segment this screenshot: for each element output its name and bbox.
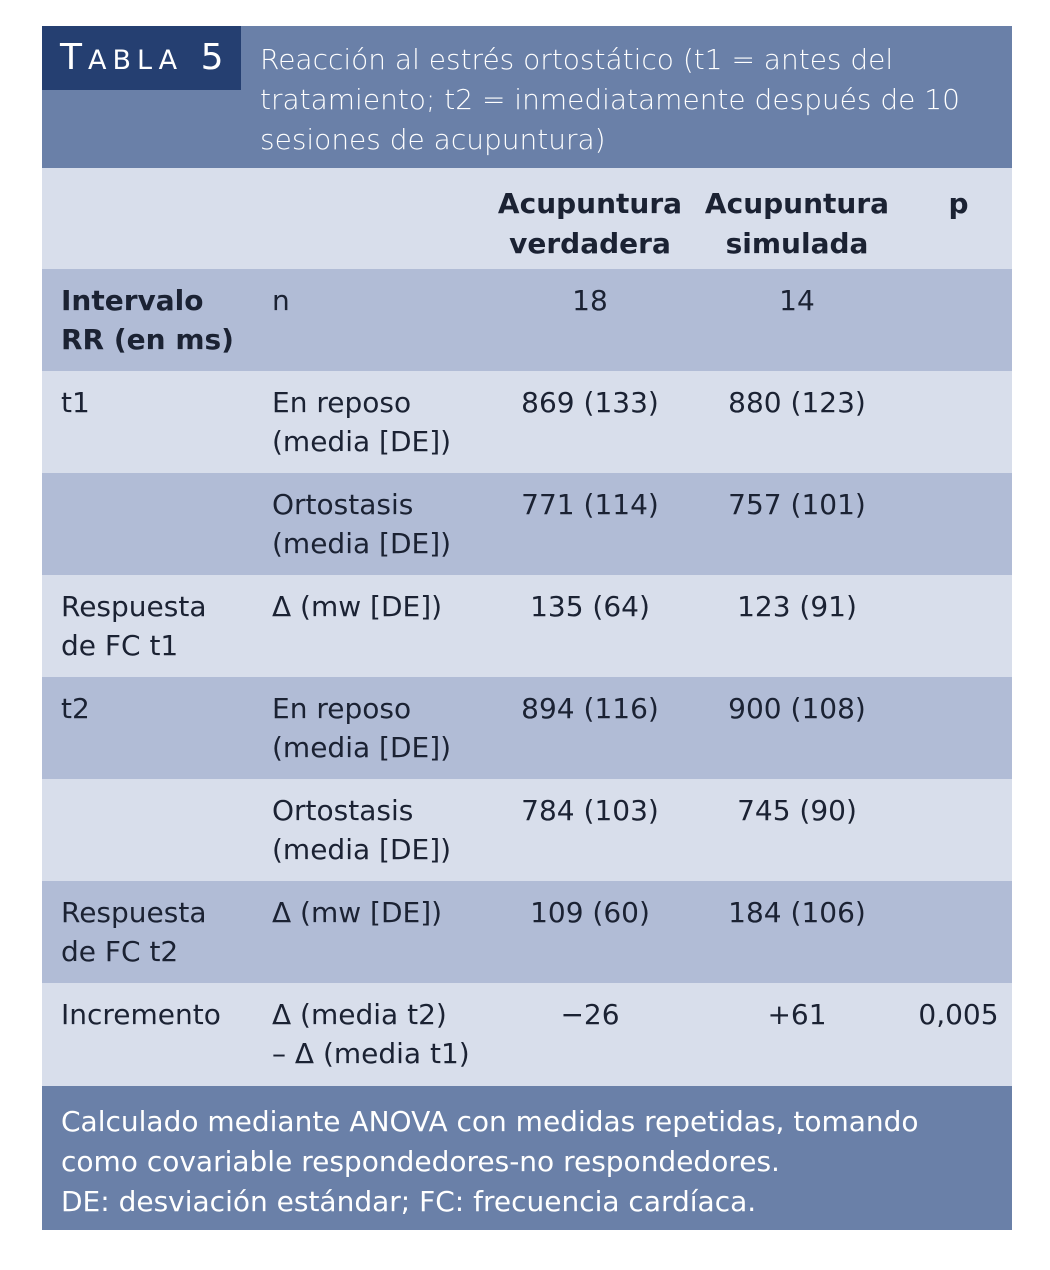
- value-p: [905, 269, 1012, 371]
- column-header-simulada: Acupuntura simulada: [704, 187, 890, 260]
- row-measure: En reposo (media [DE]): [272, 692, 452, 764]
- value-p: [905, 881, 1012, 983]
- value-verdadera: 135 (64): [530, 590, 650, 623]
- table-row: [42, 983, 1012, 1086]
- row-label: [42, 779, 259, 881]
- tag-number: 5: [200, 37, 230, 78]
- row-label: Intervalo RR (en ms): [61, 284, 234, 356]
- value-p: [905, 677, 1012, 779]
- row-measure: Ortostasis (media [DE]): [272, 488, 452, 560]
- value-simulada: +61: [767, 998, 827, 1031]
- value-simulada: 123 (91): [737, 590, 857, 623]
- row-label: t2: [61, 692, 90, 725]
- row-label: Respuesta de FC t2: [61, 896, 207, 968]
- value-p: 0,005: [918, 998, 999, 1031]
- row-measure: Δ (media t2) – Δ (media t1): [272, 998, 470, 1070]
- table-tag: [42, 26, 241, 90]
- table-caption: Reacción al estrés ortostático (t1 = antes del tratamiento; t2 = inmediatamente después de 10 sesiones de acupuntura): [260, 43, 960, 156]
- value-verdadera: 894 (116): [521, 692, 659, 725]
- table-row: [42, 371, 1012, 473]
- value-simulada: 745 (90): [737, 794, 857, 827]
- value-verdadera: 771 (114): [521, 488, 659, 521]
- row-measure: Δ (mw [DE]): [272, 590, 443, 623]
- footnote-line: como covariable respondedores-no respondedores.: [61, 1145, 780, 1178]
- value-p: [905, 371, 1012, 473]
- row-label: t1: [61, 386, 90, 419]
- table-row: [42, 677, 1012, 779]
- value-simulada: 184 (106): [728, 896, 866, 929]
- value-simulada: 880 (123): [728, 386, 866, 419]
- tag-word: ABLA: [88, 45, 184, 76]
- table-footnote: [42, 1086, 1012, 1230]
- table-row: [42, 473, 1012, 575]
- value-verdadera: 784 (103): [521, 794, 659, 827]
- column-header-verdadera: Acupuntura verdadera: [497, 187, 683, 260]
- row-label: [42, 473, 259, 575]
- column-header-p: p: [948, 187, 969, 220]
- tag-initial: T: [60, 37, 88, 78]
- row-label: Respuesta de FC t1: [61, 590, 207, 662]
- table-row: [42, 881, 1012, 983]
- value-verdadera: 869 (133): [521, 386, 659, 419]
- column-header-measure: [259, 184, 491, 269]
- value-simulada: 757 (101): [728, 488, 866, 521]
- table-row: [42, 779, 1012, 881]
- table-header: [42, 26, 1012, 168]
- value-p: [905, 575, 1012, 677]
- row-measure: Δ (mw [DE]): [272, 896, 443, 929]
- footnote-line: Calculado mediante ANOVA con medidas repetidas, tomando: [61, 1105, 919, 1138]
- value-p: [905, 779, 1012, 881]
- table-row: [42, 575, 1012, 677]
- table-5: [42, 26, 1012, 1230]
- value-verdadera: 18: [572, 284, 608, 317]
- table-row: [42, 269, 1012, 371]
- column-header-row: [42, 168, 1012, 269]
- row-measure: Ortostasis (media [DE]): [272, 794, 452, 866]
- row-label: Incremento: [61, 998, 221, 1031]
- footnote-line: DE: desviación estándar; FC: frecuencia cardíaca.: [61, 1185, 757, 1218]
- value-verdadera: 109 (60): [530, 896, 650, 929]
- value-p: [905, 473, 1012, 575]
- value-simulada: 14: [779, 284, 815, 317]
- value-verdadera: −26: [560, 998, 620, 1031]
- column-header-label: [42, 184, 259, 269]
- row-measure: En reposo (media [DE]): [272, 386, 452, 458]
- value-simulada: 900 (108): [728, 692, 866, 725]
- row-measure: n: [272, 284, 290, 317]
